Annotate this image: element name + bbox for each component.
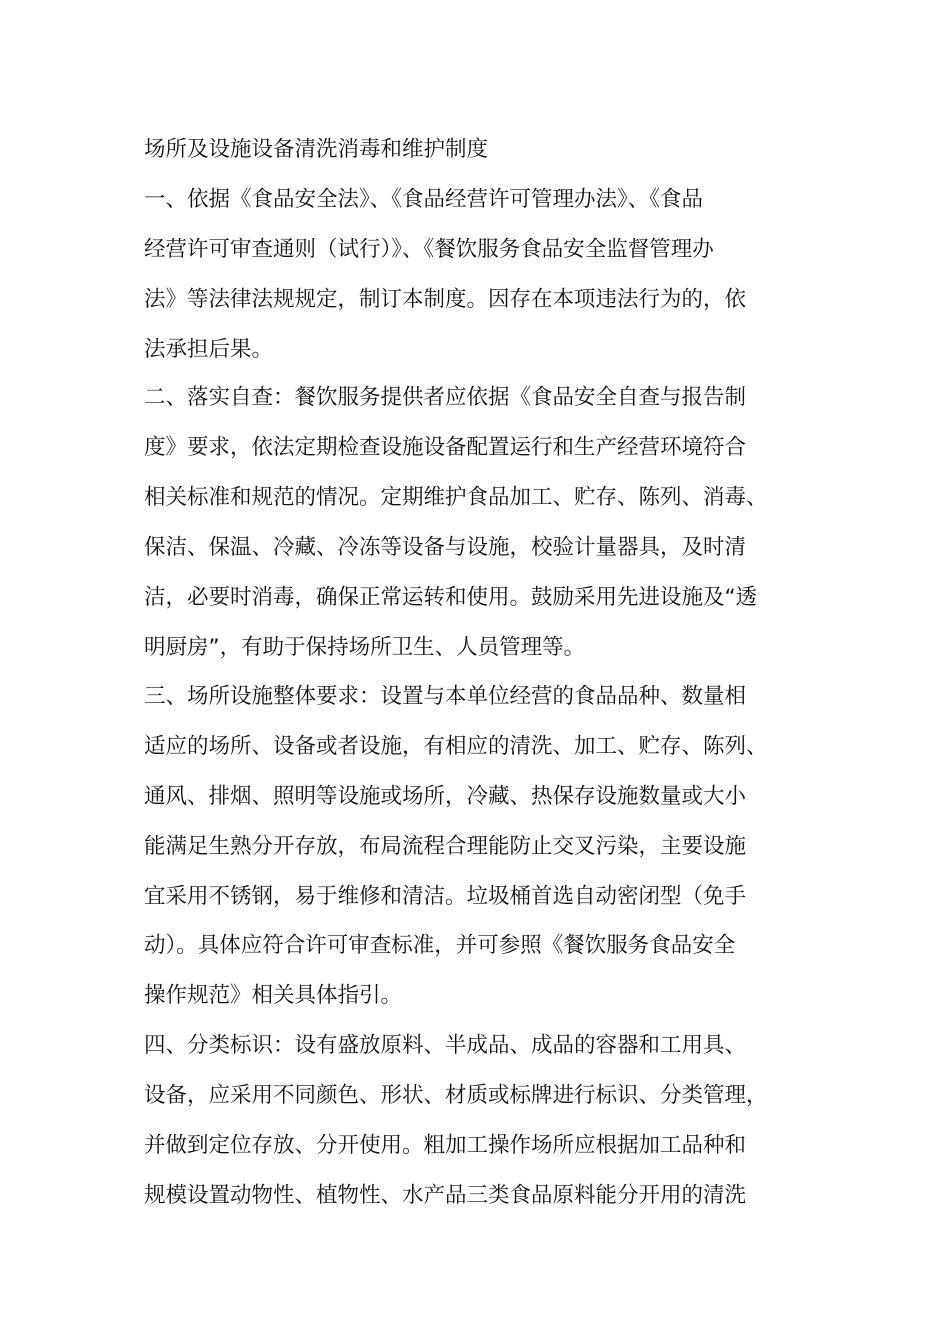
body-line: 二、落实自查：餐饮服务提供者应依据《食品安全自查与报告制 — [144, 385, 747, 410]
body-line: 动）。具体应符合许可审查标准，并可参照《餐饮服务食品安全 — [144, 933, 736, 958]
body-line: 适应的场所、设备或者设施，有相应的清洗、加工、贮存、陈列、 — [144, 734, 768, 759]
body-line: 经营许可审查通则（试行）》、《餐饮服务食品安全监督管理办 — [144, 237, 714, 262]
document-title: 场所及设施设备清洗消毒和维护制度 — [144, 137, 489, 162]
body-line: 法》等法律法规规定，制订本制度。因存在本项违法行为的，依 — [144, 287, 747, 312]
body-line: 三、场所设施整体要求：设置与本单位经营的食品品种、数量相 — [144, 684, 747, 709]
body-line: 保洁、保温、冷藏、冷冻等设备与设施，校验计量器具，及时清 — [144, 535, 747, 560]
body-line: 明厨房”，有助于保持场所卫生、人员管理等。 — [144, 635, 586, 660]
body-line: 法承担后果。 — [144, 337, 274, 362]
body-line: 四、分类标识：设有盛放原料、半成品、成品的容器和工用具、 — [144, 1033, 747, 1058]
body-line: 通风、排烟、照明等设施或场所，冷藏、热保存设施数量或大小 — [144, 784, 747, 809]
body-line: 设备，应采用不同颜色、形状、材质或标牌进行标识、分类管理， — [144, 1083, 768, 1108]
body-line: 一、依据《食品安全法》、《食品经营许可管理办法》、《食品 — [144, 187, 704, 212]
body-line: 度》要求，依法定期检查设施设备配置运行和生产经营环境符合 — [144, 435, 747, 460]
body-line: 能满足生熟分开存放，布局流程合理能防止交叉污染，主要设施 — [144, 834, 747, 859]
body-line: 操作规范》相关具体指引。 — [144, 983, 403, 1008]
body-line: 并做到定位存放、分开使用。粗加工操作场所应根据加工品种和 — [144, 1133, 747, 1158]
body-line: 洁，必要时消毒，确保正常运转和使用。鼓励采用先进设施及“透 — [144, 585, 758, 610]
body-line: 规模设置动物性、植物性、水产品三类食品原料能分开用的清洗 — [144, 1183, 747, 1208]
body-line: 宜采用不锈钢，易于维修和清洁。垃圾桶首选自动密闭型（免手 — [144, 884, 747, 909]
body-line: 相关标准和规范的情况。定期维护食品加工、贮存、陈列、消毒、 — [144, 485, 768, 510]
